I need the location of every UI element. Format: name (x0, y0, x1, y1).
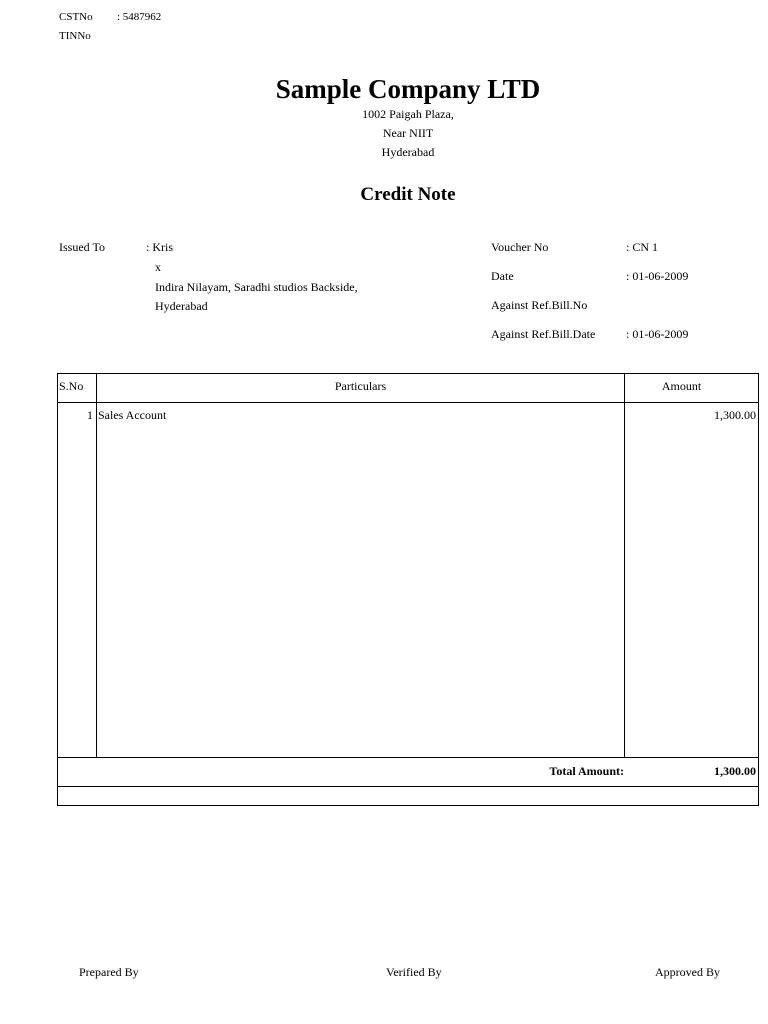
total-amount-value: 1,300.00 (714, 764, 756, 778)
date-label: Date (491, 269, 514, 283)
company-address-line1: 1002 Paigah Plaza, (362, 107, 454, 121)
header-sno: S.No (59, 379, 84, 393)
cst-label: CSTNo (59, 11, 93, 23)
row-particulars: Sales Account (98, 408, 167, 422)
ref-bill-date-label: Against Ref.Bill.Date (491, 327, 596, 341)
table-border-top (57, 373, 759, 374)
header-amount: Amount (661, 379, 702, 393)
approved-by-label: Approved By (655, 965, 720, 979)
ref-bill-no-label: Against Ref.Bill.No (491, 298, 588, 312)
row-sno: 1 (87, 408, 93, 422)
prepared-by-label: Prepared By (79, 965, 139, 979)
total-amount-label: Total Amount: (549, 764, 624, 778)
table-col-divider-sno (96, 373, 97, 758)
issued-to-line2: Indira Nilayam, Saradhi studios Backside, (155, 280, 358, 294)
company-name: Sample Company LTD (275, 74, 541, 104)
table-border-left (57, 373, 58, 806)
header-particulars: Particulars (334, 379, 387, 393)
cst-value: : 5487962 (117, 11, 162, 23)
document-title: Credit Note (360, 184, 456, 205)
table-col-divider-amount (624, 373, 625, 758)
table-header-divider (57, 402, 759, 403)
tin-label: TINNo (59, 30, 91, 42)
date-value: : 01-06-2009 (626, 269, 689, 283)
ref-bill-date-value: : 01-06-2009 (626, 327, 689, 341)
issued-to-line1: x (155, 260, 161, 274)
table-border-bottom (57, 805, 759, 806)
issued-to-name: : Kris (146, 240, 173, 254)
verified-by-label: Verified By (386, 965, 442, 979)
voucher-no-value: : CN 1 (626, 240, 659, 254)
issued-to-label: Issued To (59, 240, 105, 254)
table-total-bottom (57, 786, 759, 787)
table-border-right (758, 373, 759, 806)
voucher-no-label: Voucher No (491, 240, 549, 254)
row-amount: 1,300.00 (714, 408, 756, 422)
company-address-line2: Near NIIT (382, 126, 434, 140)
table-body-bottom (57, 757, 759, 758)
company-address-line3: Hyderabad (381, 145, 435, 159)
issued-to-line3: Hyderabad (155, 299, 208, 313)
